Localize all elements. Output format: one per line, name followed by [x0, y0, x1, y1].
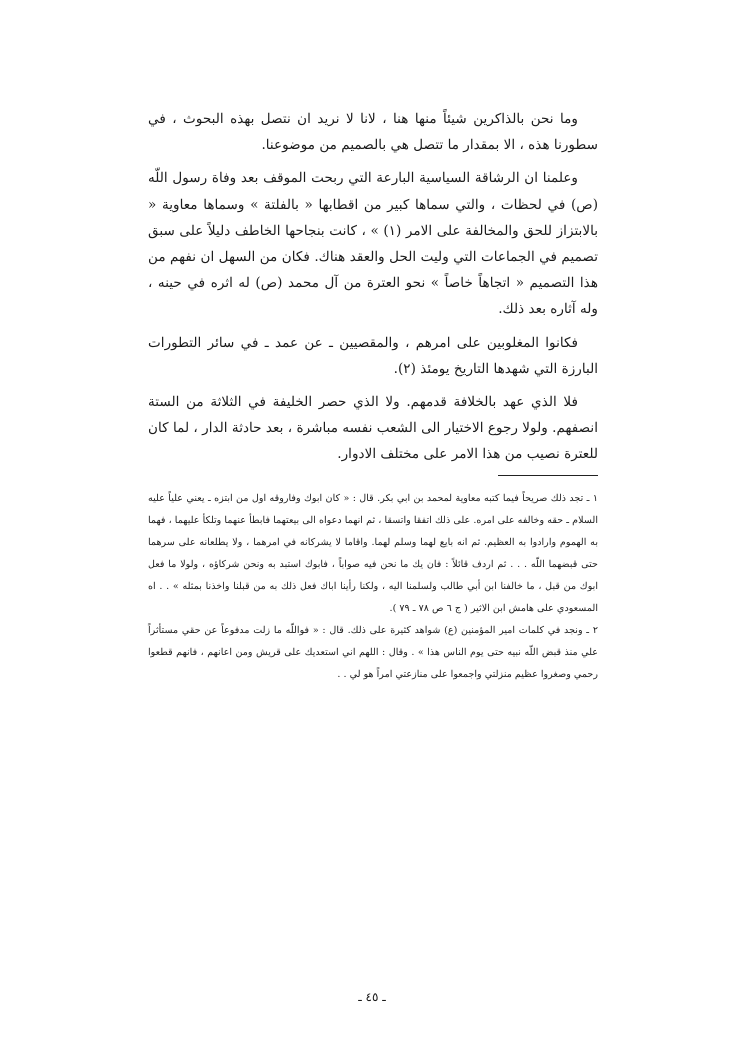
footnote-1: ١ ـ تجد ذلك صريحاً فيما كتبه معاوية لمحمد بن ابي بكر. قال : « كان ابوك وفاروقه اول من ابتزه ـ يعني علياً عليه السلام ـ حقه وخالفه على امره. على ذلك اتفقا واتسقا ، ثم انهما دعواه الى بيعتهما فابطأ عنهما وتلكأ عليهما ، فهما به الهموم وارادوا به العظيم. ثم انه بايع لهما وسلم لهما. واقاما لا يشركانه في امرهما ، ولا يطلعانه على سرهما حتى قبضهما اللّه . . . ثم اردف قائلاً : فان يك ما نحن فيه صواباً ، فابوك استبد به ونحن شركاؤه ، ولولا ما فعل ابوك من قبل ، ما خالفنا ابن أبي طالب ولسلمنا اليه ، ولكنا رأينا اباك فعل ذلك به من قبلنا واخذنا بمثله » . . اه المسعودي على هامش ابن الاثير ( ج ٦ ص ٧٨ ـ ٧٩ ).: [148, 492, 598, 614]
paragraph-4: فلا الذي عهد بالخلافة قدمهم. ولا الذي حصر الخليفة في الثلاثة من الستة انصفهم. ولولا رجوع الاختيار الى الشعب نفسه مباشرة ، بعد حادثة الدار ، لما كان للعترة نصيب من هذا الامر على مختلف الادوار.: [148, 394, 598, 463]
paragraph-1: وما نحن بالذاكرين شيئاً منها هنا ، لانا لا نريد ان نتصل بهذه البحوث ، في سطورنا هذه ، الا بمقدار ما تتصل هي بالصميم من موضوعنا.: [148, 111, 598, 154]
footnote-divider: [498, 475, 598, 476]
paragraph-2: وعلمنا ان الرشاقة السياسية البارعة التي ربحت الموقف بعد وفاة رسول اللّه (ص) في لحظات ، والتي سماها كبير من اقطابها « بالفلتة » وسماها معاوية « بالابتزاز للحق والمخالفة على الامر (١) » ، كانت بنجاحها الخاطف دليلاً على سبق تصميم في الجماعات التي وليت الحل والعقد هناك. فكان من السهل ان نفهم من هذا التصميم « اتجاهاً خاصاً » نحو العترة من آل محمد (ص) له اثره في حينه ، وله آثاره بعد ذلك.: [148, 170, 599, 318]
paragraph-3: فكانوا المغلوبين على امرهم ، والمقصيين ـ عن عمد ـ في سائر التطورات البارزة التي شهدها التاريخ يومئذ (٢).: [148, 334, 598, 377]
page-body: [148, 106, 598, 686]
footnote-2: ٢ ـ ونجد في كلمات امير المؤمنين (ع) شواهد كثيرة على ذلك. قال : « فواللّه ما زلت مدفوعاً عن حقي مستأثراً علي منذ قبض اللّه نبيه حتى يوم الناس هذا » . وقال : اللهم اني استعديك على قريش ومن اعانهم ، فانهم قطعوا رحمي وصغروا عظيم منزلتي واجمعوا على منازعتي امراً هو لي . .: [148, 624, 598, 680]
page-number: ـ ٤٥ ـ: [358, 990, 386, 1004]
